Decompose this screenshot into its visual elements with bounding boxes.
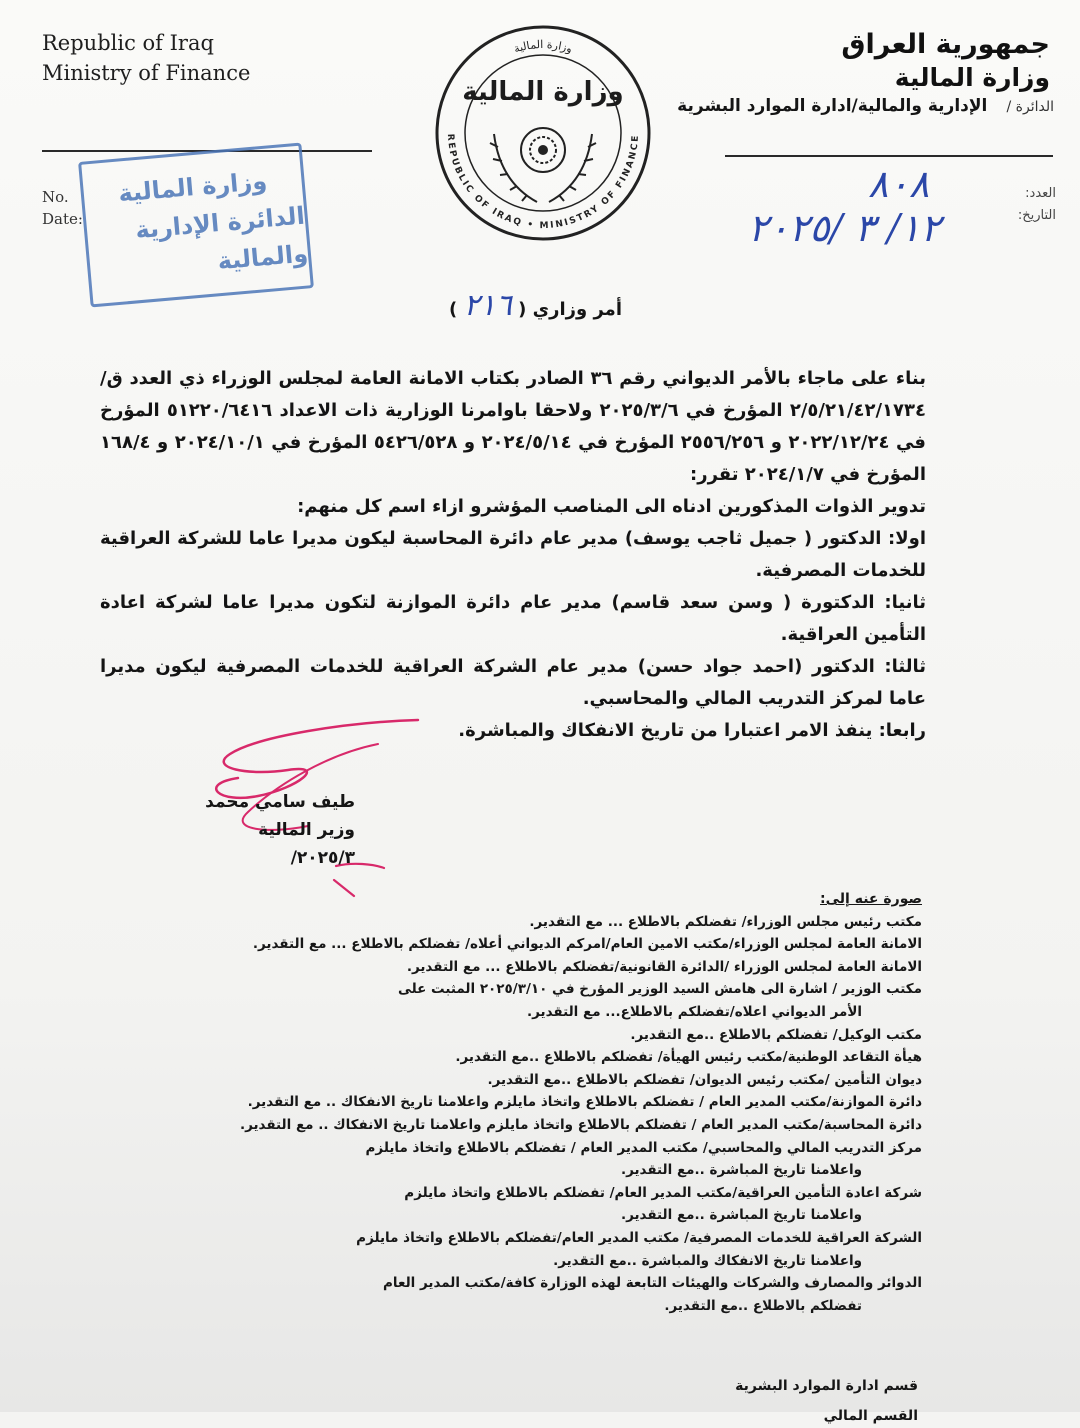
copy-line: هيأة التقاعد الوطنية/مكتب رئيس الهيأة/ تفضلكم بالاطلاع ..مع التقدير. bbox=[455, 1049, 922, 1066]
copy-line: واعلامنا تاريخ المباشرة ..مع التقدير. bbox=[620, 1207, 862, 1224]
department-row bbox=[677, 96, 1054, 116]
order-label: أمر وزاري bbox=[532, 299, 622, 320]
copy-line: الامانة العامة لمجلس الوزراء/مكتب الامين العام/امركم الديواني أعلاه/ تفضلكم بالاطلاع ... مع التقدير. bbox=[252, 936, 922, 953]
ministry-name-en: Ministry of Finance bbox=[42, 61, 251, 85]
arabic-letterhead bbox=[841, 28, 1050, 94]
ministry-seal-icon bbox=[432, 22, 654, 244]
english-letterhead bbox=[42, 28, 250, 88]
department-stamp bbox=[78, 143, 314, 308]
date-label-en: Date: bbox=[42, 210, 83, 228]
copy-line: مكتب الوكيل/ تفضلكم بالاطلاع ..مع التقدير. bbox=[630, 1026, 922, 1043]
number-date-labels-en bbox=[42, 186, 83, 230]
copy-line: الأمر الديواني اعلاه/تفضلكم بالاطلاع... مع التقدير. bbox=[526, 1003, 862, 1020]
copy-line: واعلامنا تاريخ المباشرة ..مع التقدير. bbox=[620, 1162, 862, 1179]
stamp-line: الدائرة الإدارية والمالية bbox=[134, 201, 310, 276]
ministry-name-ar: وزارة المالية bbox=[894, 63, 1050, 92]
order-item: ثانيا: الدكتورة ( وسن سعد قاسم) مدير عام دائرة الموازنة لتكون مديرا عاما لشركة اعادة التأمين العراقية. bbox=[100, 592, 926, 645]
department-label: الدائرة / bbox=[1006, 99, 1054, 115]
copy-line: مركز التدريب المالي والمحاسبي/ مكتب المدير العام / تفضلكم بالاطلاع واتخاذ مايلزم bbox=[365, 1139, 922, 1156]
copy-line: دائرة المحاسبة/مكتب المدير العام / تفضلكم بالاطلاع واتخاذ مايلزم واعلامنا تاريخ الانفكاك .. مع التقدير. bbox=[239, 1116, 922, 1133]
handwritten-date: ١٢/ ٣ /٢٠٢٥ bbox=[748, 206, 941, 250]
department-name: الإدارية والمالية/ادارة الموارد البشرية bbox=[677, 96, 988, 116]
order-number: ٢١٦ bbox=[463, 288, 512, 323]
order-title: أمر وزاري ( ٢١٦ ) bbox=[448, 288, 622, 323]
svg-text:وزارة المالية bbox=[512, 38, 574, 56]
date-label-ar: التاريخ: bbox=[1017, 208, 1056, 223]
seal-center-text: وزارة المالية bbox=[462, 77, 624, 107]
copy-line: الدوائر والمصارف والشركات والهيئات التابعة لهذه الوزارة كافة/مكتب المدير العام bbox=[383, 1275, 922, 1292]
seal-top-text: وزارة المالية bbox=[512, 37, 574, 56]
number-label-en: No. bbox=[42, 188, 69, 206]
signer-name: طيف سامي محمد bbox=[205, 792, 355, 812]
copy-line: تفضلكم بالاطلاع ..مع التقدير. bbox=[664, 1297, 862, 1314]
order-body bbox=[100, 363, 926, 747]
order-lead: تدوير الذوات المذكورين ادناه الى المناصب المؤشرو ازاء اسم كل منهم: bbox=[297, 496, 926, 517]
copy-line: مكتب رئيس مجلس الوزراء/ تفضلكم بالاطلاع ... مع التقدير. bbox=[529, 913, 922, 930]
signer-date: ٢٠٢٥/٣/ bbox=[290, 848, 355, 868]
country-name-en: Republic of Iraq bbox=[42, 31, 214, 55]
signer-block bbox=[190, 788, 355, 872]
copy-line: ديوان التأمين /مكتب رئيس الديوان/ تفضلكم بالاطلاع ..مع التقدير. bbox=[487, 1071, 922, 1088]
country-name-ar: جمهورية العراق bbox=[841, 29, 1050, 60]
signer-title: وزير المالية bbox=[258, 820, 355, 840]
copy-line: واعلامنا تاريخ الانفكاك والمباشرة ..مع التقدير. bbox=[553, 1252, 862, 1269]
order-item: ثالثا: الدكتور (احمد جواد حسن) مدير عام الشركة العراقية للخدمات المصرفية ليكون مديرا عاما لمركز التدريب المالي والمحاسبي. bbox=[100, 656, 926, 709]
copy-line: دائرة الموازنة/مكتب المدير العام / تفضلكم بالاطلاع واتخاذ مايلزم واعلامنا تاريخ الانفكاك .. مع التقدير. bbox=[247, 1094, 922, 1111]
number-label-ar: العدد: bbox=[1025, 186, 1056, 201]
footer-section: قسم ادارة الموارد البشرية bbox=[735, 1378, 918, 1394]
copies-list bbox=[176, 888, 922, 1317]
header-divider-right bbox=[725, 155, 1053, 157]
handwritten-number: ٨٠٨ bbox=[868, 162, 930, 206]
copy-line: الامانة العامة لمجلس الوزراء /الدائرة القانونية/تفضلكم بالاطلاع ... مع التقدير. bbox=[406, 958, 922, 975]
order-item: اولا: الدكتور ( جميل ثاجب يوسف) مدير عام دائرة المحاسبة ليكون مديرا عاما للشركة العراقية للخدمات المصرفية. bbox=[100, 528, 926, 581]
copy-line: الشركة العراقية للخدمات المصرفية/ مكتب المدير العام/تفضلكم بالاطلاع واتخاذ مايلزم bbox=[356, 1229, 922, 1246]
order-item: رابعا: ينفذ الامر اعتبارا من تاريخ الانفكاك والمباشرة. bbox=[458, 720, 926, 741]
copy-line: مكتب الوزير / اشارة الى هامش السيد الوزير المؤرخ في ٢٠٢٥/٣/١٠ المثبت على bbox=[397, 981, 922, 998]
footer-subsection: القسم المالي bbox=[823, 1408, 918, 1424]
seal-bottom-text: REPUBLIC OF IRAQ • MINISTRY OF FINANCE bbox=[444, 133, 642, 232]
copies-title: صورة عنه إلى: bbox=[820, 891, 922, 907]
order-preamble: بناء على ماجاء بالأمر الديواني رقم ٣٦ الصادر بكتاب الامانة العامة لمجلس الوزراء ذي العدد ق/٢/٥/٢١/٤٢/١٧٣٤ المؤرخ في ٢٠٢٥/٣/٦ ولاحقا باوامرنا الوزارية ذات الاعداد ٥١٢٢٠/٦٤١٦ المؤرخ في ٢٠٢٢/١٢/٢٤ و ٢٥٥٦/٢٥٦ المؤرخ في ٢٠٢٤/٥/١٤ و ٥٤٢٦/٥٢٨ المؤرخ في ٢٠٢٤/١٠/١ و ١٦٨/٤ المؤرخ في ٢٠٢٤/١/٧ تقرر: bbox=[100, 368, 926, 485]
footer-department bbox=[735, 1374, 918, 1424]
stamp-line: وزارة المالية bbox=[117, 166, 269, 208]
copy-line: شركة اعادة التأمين العراقية/مكتب المدير العام/ تفضلكم بالاطلاع واتخاذ مايلزم bbox=[404, 1184, 922, 1201]
